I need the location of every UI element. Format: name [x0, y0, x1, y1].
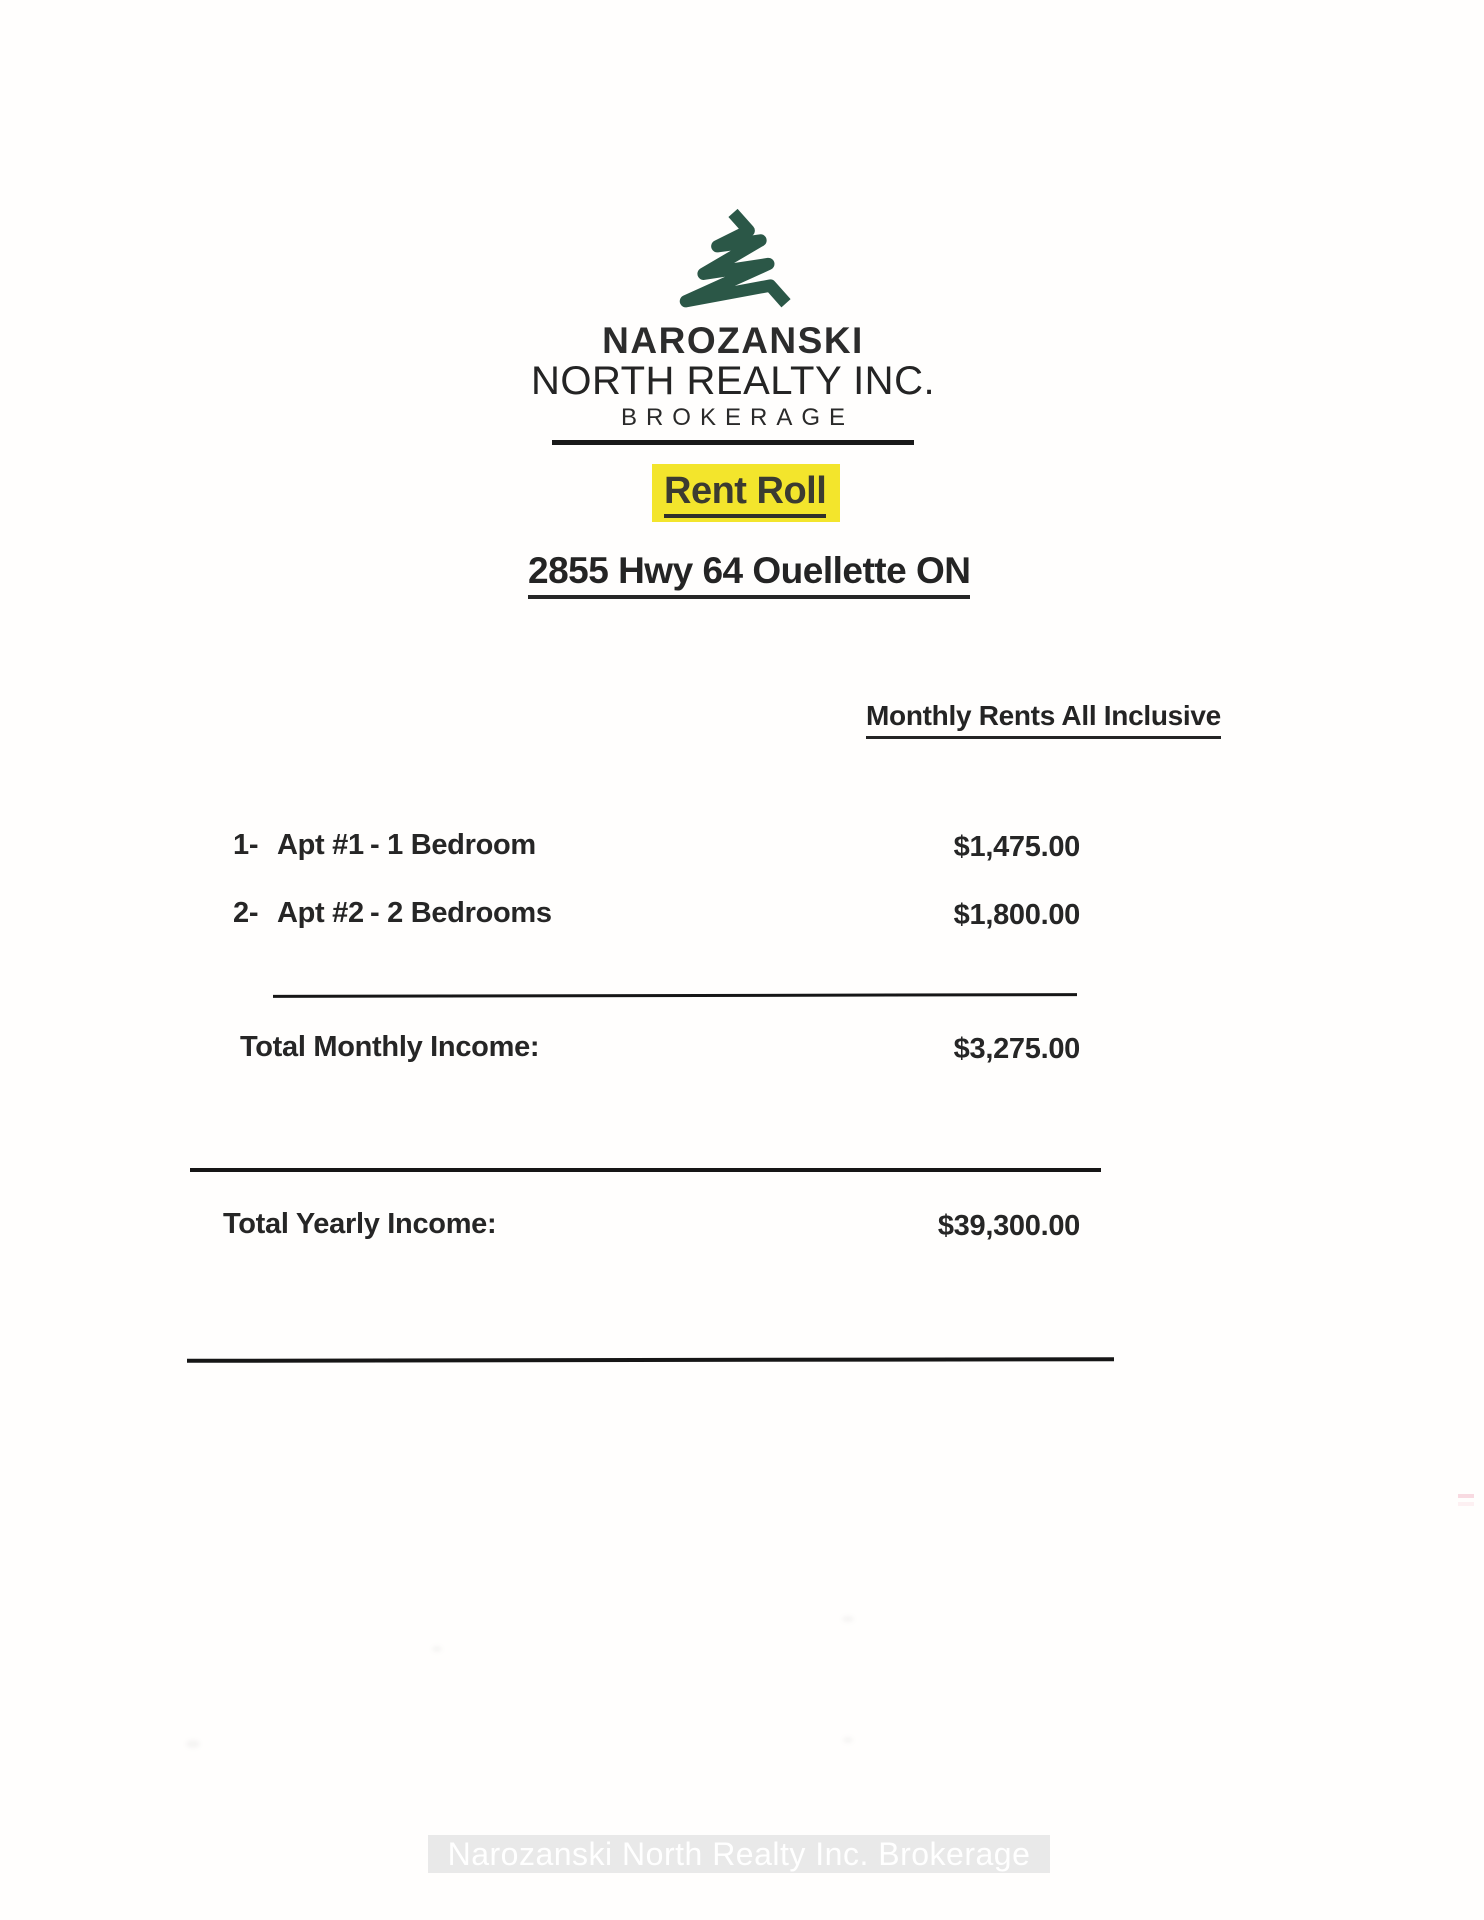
row-amount: $1,475.00 — [953, 831, 1080, 863]
row-description: - 1 Bedroom — [370, 829, 536, 861]
row-number: 1- — [233, 829, 259, 861]
logo-company-name: NAROZANSKI — [602, 320, 864, 361]
rent-row — [233, 897, 552, 930]
scan-artifact — [186, 1740, 200, 1748]
total-monthly-value: $3,275.00 — [953, 1033, 1080, 1065]
scan-artifact — [432, 1646, 442, 1652]
total-yearly-label: Total Yearly Income: — [223, 1208, 497, 1240]
property-address: 2855 Hwy 64 Ouellette ON — [528, 550, 970, 599]
brokerage-logo — [483, 208, 983, 445]
total-monthly-label: Total Monthly Income: — [240, 1031, 540, 1063]
logo-brokerage-line: BROKERAGE — [620, 403, 855, 431]
scan-artifact — [1458, 1494, 1474, 1498]
row-number: 2- — [233, 897, 259, 929]
divider-line — [187, 1357, 1114, 1363]
row-unit: Apt #1 — [277, 829, 364, 861]
row-amount: $1,800.00 — [953, 899, 1080, 931]
rent-row — [233, 829, 536, 862]
divider-line — [273, 993, 1077, 998]
pine-tree-icon — [672, 208, 794, 316]
divider-line — [190, 1168, 1101, 1172]
rent-roll-title-highlight — [652, 464, 840, 522]
rent-roll-title: Rent Roll — [664, 470, 826, 518]
scan-artifact — [842, 1616, 854, 1622]
total-yearly-value: $39,300.00 — [937, 1210, 1080, 1242]
logo-underline — [552, 440, 914, 445]
logo-realty-line: NORTH REALTY INC. — [530, 358, 936, 403]
row-description: - 2 Bedrooms — [370, 897, 552, 929]
scan-artifact — [843, 1737, 853, 1743]
row-unit: Apt #2 — [277, 897, 364, 929]
monthly-rents-header: Monthly Rents All Inclusive — [866, 700, 1221, 739]
watermark-banner: Narozanski North Realty Inc. Brokerage — [428, 1835, 1050, 1873]
